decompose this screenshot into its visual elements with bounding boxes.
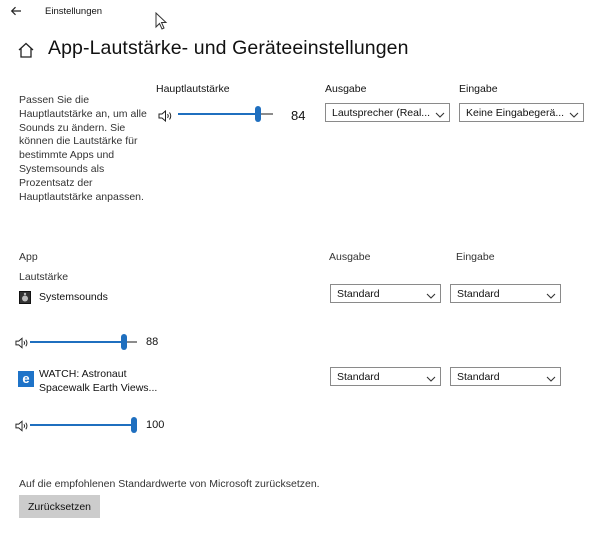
speaker-icon[interactable] (15, 336, 30, 348)
speaker-icon[interactable] (15, 419, 30, 431)
master-output-dropdown[interactable] (325, 103, 450, 122)
home-icon (17, 42, 35, 58)
chevron-down-icon (546, 289, 556, 299)
systemsounds-output-value: Standard (337, 288, 380, 300)
edge-output-dropdown[interactable] (330, 367, 441, 386)
systemsounds-output-dropdown[interactable] (330, 284, 441, 303)
edge-volume-value: 100 (146, 419, 165, 431)
reset-description: Auf die empfohlenen Standardwerte von Microsoft zurücksetzen. (19, 478, 320, 490)
app-name-edge-line2: Spacewalk Earth Views... (39, 382, 158, 394)
slider-thumb[interactable] (121, 334, 127, 350)
systemsounds-input-value: Standard (457, 288, 500, 300)
slider-fill (30, 424, 134, 426)
system-sounds-icon (19, 291, 31, 304)
slider-thumb[interactable] (255, 106, 261, 122)
edge-input-value: Standard (457, 371, 500, 383)
slider-fill (178, 113, 258, 115)
edge-volume-slider[interactable] (30, 417, 134, 433)
chevron-down-icon (426, 372, 436, 382)
master-input-value: Keine Eingabegerä... (466, 107, 565, 119)
edge-browser-icon: e (18, 371, 34, 387)
master-volume-value: 84 (291, 108, 306, 123)
volume-column-header: Lautstärke (19, 271, 69, 283)
speaker-icon[interactable] (158, 109, 173, 121)
back-arrow-icon[interactable] (10, 3, 30, 21)
chevron-down-icon (546, 372, 556, 382)
page-description: Passen Sie die Hauptlautstärke an, um alle Sounds zu ändern. Sie können die Lautstärke für bestimmte Apps und Systemsounds als Prozentsatz der Hauptlautstärke anpassen. (19, 94, 147, 203)
reset-button[interactable]: Zurücksetzen (19, 495, 100, 518)
edge-output-value: Standard (337, 371, 380, 383)
output-label: Ausgabe (325, 83, 367, 95)
systemsounds-volume-slider[interactable] (30, 334, 137, 350)
edge-input-dropdown[interactable] (450, 367, 561, 386)
input-column-header: Eingabe (456, 251, 495, 263)
output-column-header: Ausgabe (329, 251, 371, 263)
master-volume-label: Hauptlautstärke (156, 83, 230, 95)
slider-fill (30, 341, 124, 343)
chevron-down-icon (426, 289, 436, 299)
app-name-systemsounds: Systemsounds (39, 291, 108, 303)
master-volume-slider[interactable] (178, 106, 273, 122)
systemsounds-input-dropdown[interactable] (450, 284, 561, 303)
master-output-value: Lautsprecher (Real... (332, 107, 431, 119)
chevron-down-icon (435, 108, 445, 118)
page-title: App-Lautstärke- und Geräteeinstellungen (48, 37, 409, 59)
master-input-dropdown[interactable] (459, 103, 584, 122)
input-label: Eingabe (459, 83, 498, 95)
window-title: Einstellungen (45, 6, 103, 17)
systemsounds-volume-value: 88 (146, 336, 159, 348)
mouse-cursor-icon (155, 12, 169, 30)
app-column-header: App (19, 251, 38, 263)
app-name-edge-line1: WATCH: Astronaut (39, 368, 127, 380)
slider-thumb[interactable] (131, 417, 137, 433)
chevron-down-icon (569, 108, 579, 118)
